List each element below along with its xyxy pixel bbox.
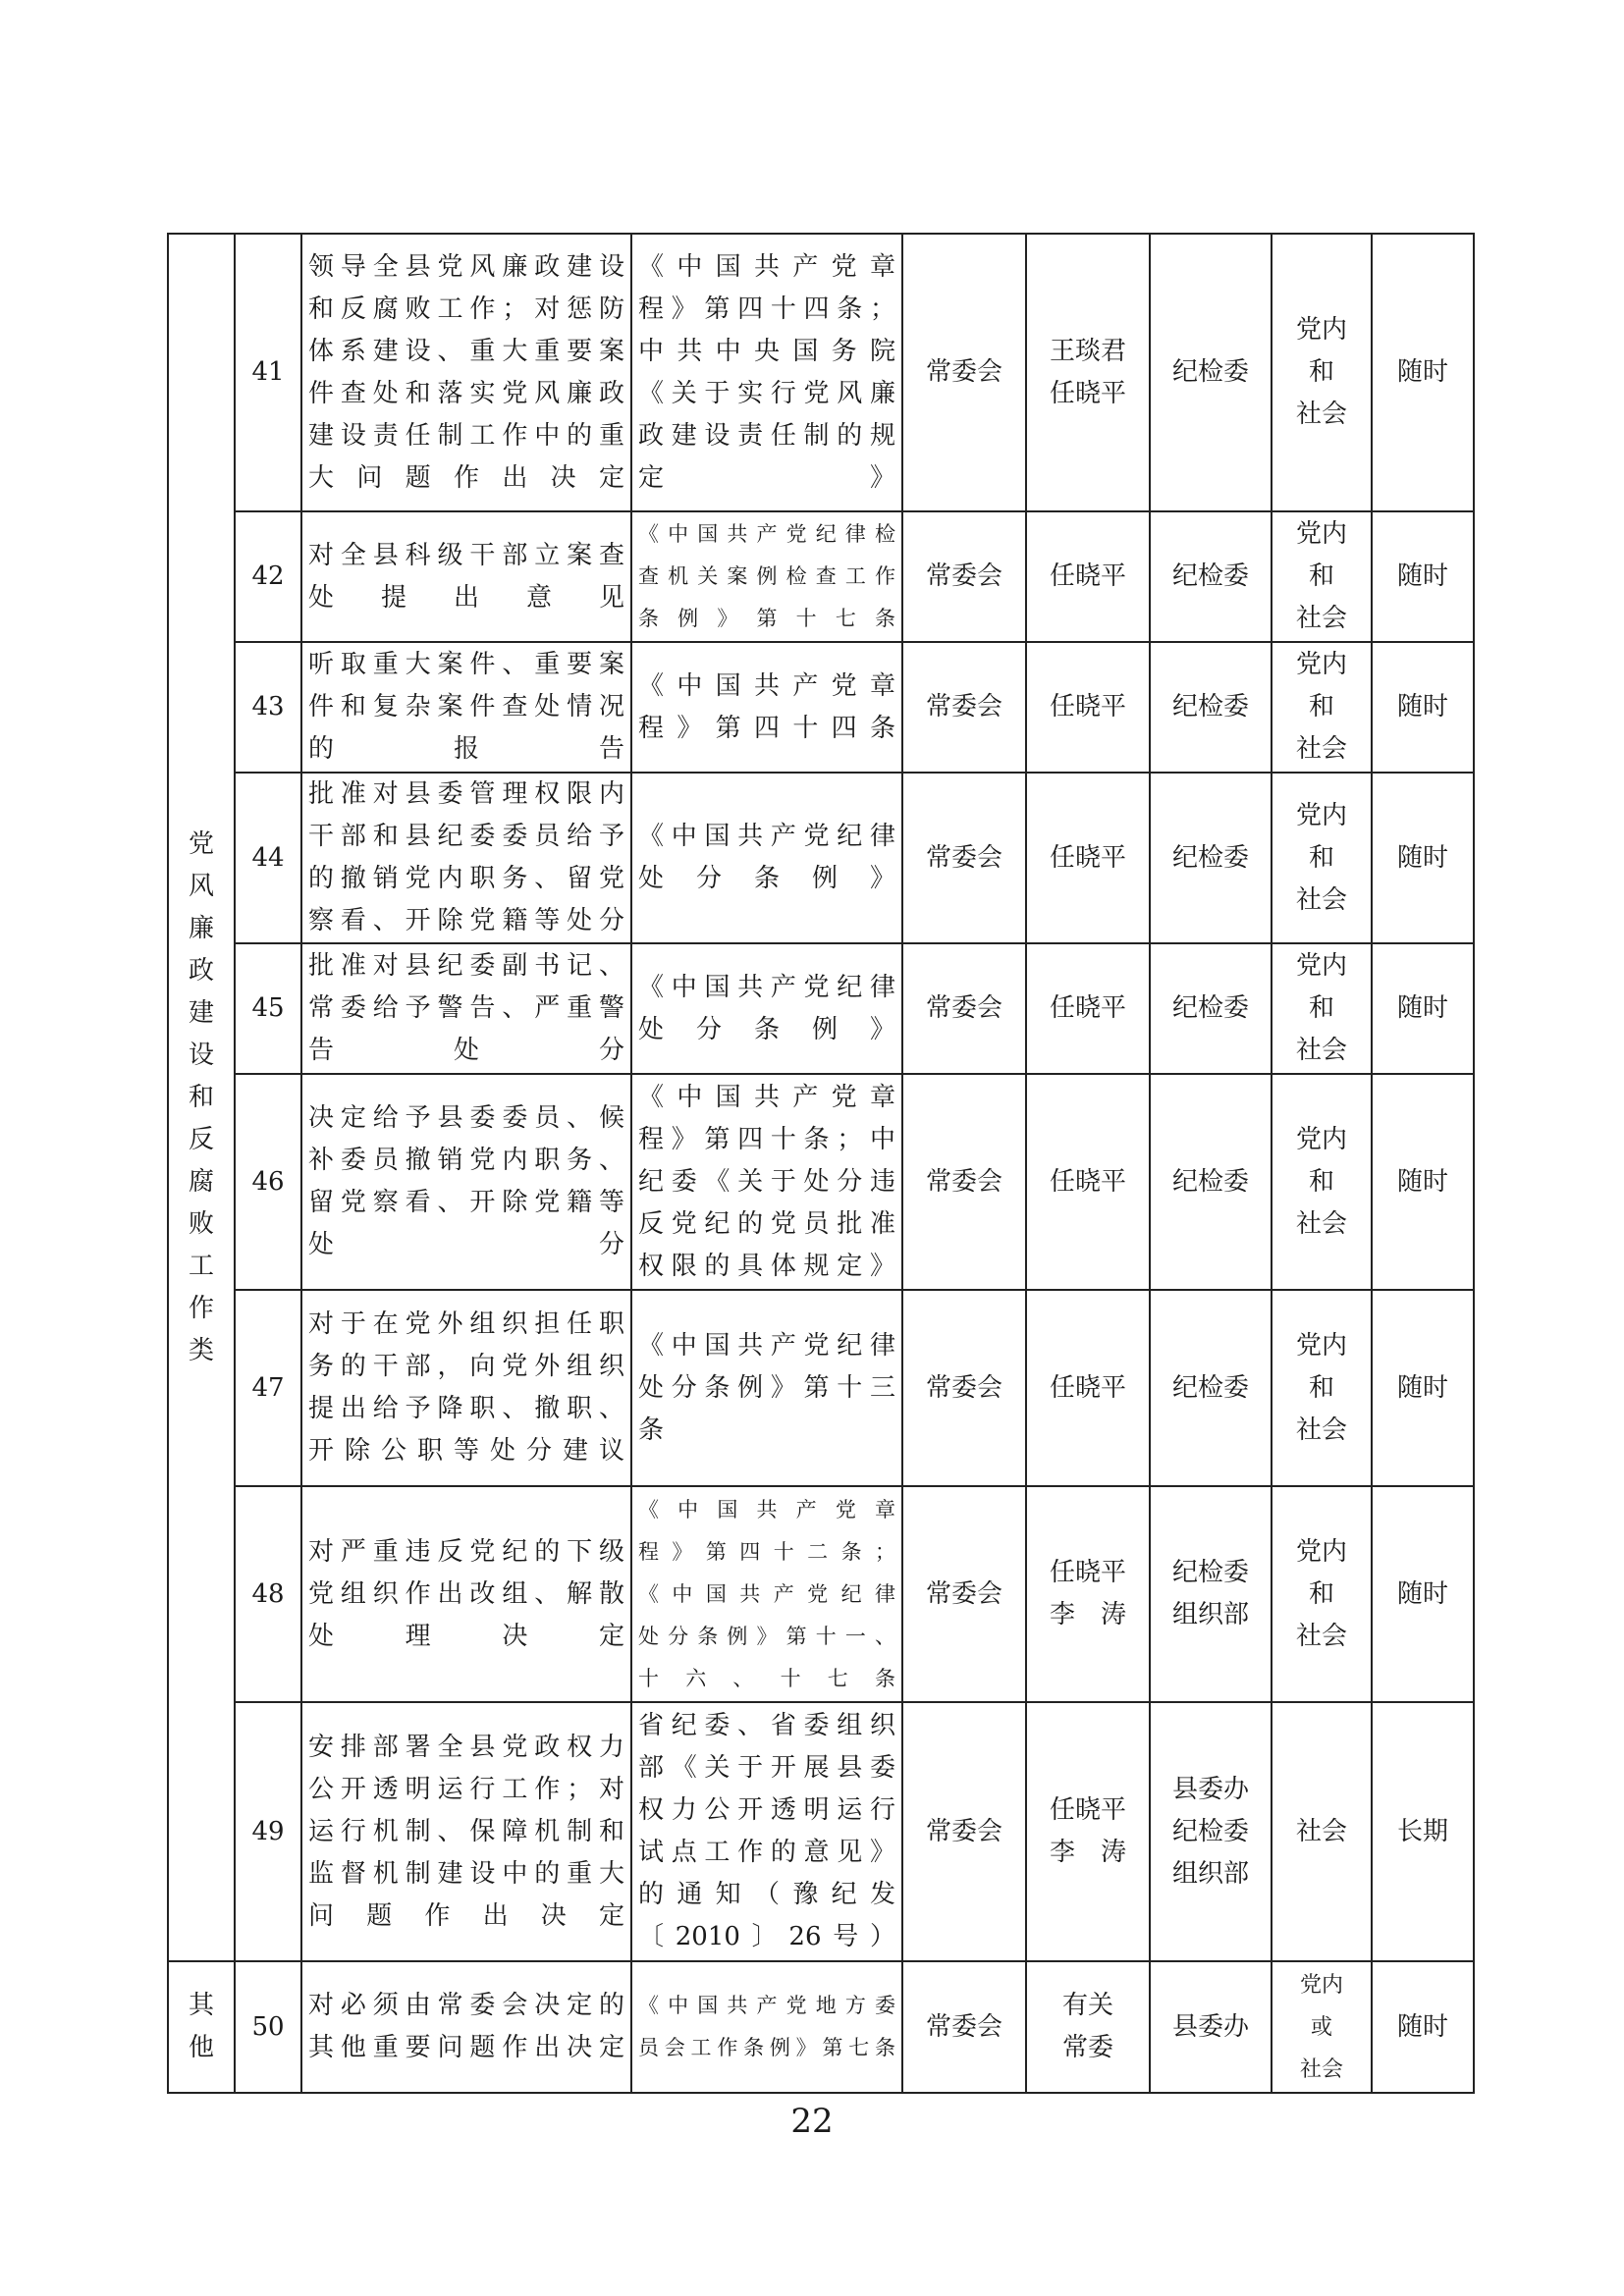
cell-line: 批准对县纪委副书记、 <box>308 951 624 981</box>
cell-line: 程》第四十四条； <box>638 294 895 324</box>
matter-cell <box>301 1074 631 1290</box>
decision-body-cell: 常委会 <box>902 511 1026 642</box>
cell-line: 公开透明运行工作；对 <box>308 1774 624 1804</box>
table-row <box>168 1961 1474 2093</box>
decision-body-cell: 常委会 <box>902 234 1026 511</box>
cell-line: 社会 <box>1295 1621 1347 1651</box>
cell-line: 和 <box>1308 561 1334 591</box>
cell-line: 和反腐败工作；对惩防 <box>308 294 624 324</box>
cell-line: 权限的具体规定》 <box>638 1251 895 1281</box>
matter-cell <box>301 1961 631 2093</box>
cell-line: 纪检委 <box>1171 1166 1249 1197</box>
cell-line: 和 <box>1308 993 1334 1023</box>
cell-line: 任晓平 <box>1049 561 1126 591</box>
cell-line: 务的干部，向党外组织 <box>308 1352 624 1381</box>
table-row <box>168 1290 1474 1486</box>
row-number: 44 <box>235 773 301 943</box>
cell-line: 《中国共产党章 <box>638 1082 895 1112</box>
basis-cell <box>631 642 902 773</box>
department-cell <box>1150 1961 1272 2093</box>
leader-cell <box>1026 1702 1150 1961</box>
disclosure-scope-cell <box>1272 511 1372 642</box>
cell-line: 体系建设、重大重要案 <box>308 336 624 366</box>
basis-cell <box>631 1290 902 1486</box>
cell-line: 党内 <box>1295 800 1347 830</box>
matter-cell <box>301 1290 631 1486</box>
row-number: 49 <box>235 1702 301 1961</box>
decision-body-cell: 常委会 <box>902 1702 1026 1961</box>
basis-cell <box>631 943 902 1074</box>
cell-line: 处分条例》 <box>638 1014 895 1044</box>
cell-line: 和 <box>1308 1578 1334 1609</box>
cell-line: 开除公职等处分建议 <box>308 1436 624 1466</box>
cell-line: 对于在党外组织担任职 <box>308 1309 624 1339</box>
disclosure-scope-cell <box>1272 1961 1372 2093</box>
cell-line: 对全县科级干部立案查 <box>308 540 624 570</box>
table-row <box>168 511 1474 642</box>
cell-line: 程》第四十四条 <box>638 713 895 743</box>
row-number: 48 <box>235 1486 301 1702</box>
cell-line: 党内 <box>1295 951 1347 981</box>
cell-line: 社会 <box>1299 2056 1343 2082</box>
cell-line: 县委办 <box>1171 1774 1249 1804</box>
cell-line: 听取重大案件、重要案 <box>308 650 624 679</box>
disclosure-scope-cell <box>1272 943 1372 1074</box>
cell-line: 批准对县委管理权限内 <box>308 779 624 809</box>
matter-cell <box>301 511 631 642</box>
matter-cell <box>301 642 631 773</box>
cell-line: 的撤销党内职务、留党 <box>308 864 624 893</box>
cell-line: 纪检委 <box>1171 692 1249 721</box>
cell-line: 处理决定 <box>308 1621 624 1651</box>
cell-line: 《关于实行党风廉 <box>638 378 895 408</box>
leader-cell <box>1026 1961 1150 2093</box>
cell-line: 《中国共产党章 <box>638 1497 895 1522</box>
disclosure-scope-cell <box>1272 1486 1372 1702</box>
cell-line: 处分条例》第十一、 <box>638 1624 895 1648</box>
decision-body-cell: 常委会 <box>902 642 1026 773</box>
basis-cell <box>631 234 902 511</box>
cell-line: 察看、开除党籍等处分 <box>308 906 624 935</box>
cell-line: 任晓平 <box>1049 842 1126 873</box>
table-row <box>168 1486 1474 1702</box>
cell-line: 常委给予警告、严重警 <box>308 993 624 1023</box>
department-cell <box>1150 773 1272 943</box>
cell-line: 党内 <box>1295 1536 1347 1567</box>
cell-line: 《中国共产党章 <box>638 251 895 282</box>
leader-cell <box>1026 642 1150 773</box>
cell-line: 试点工作的意见》 <box>638 1838 895 1867</box>
cell-line: 和 <box>1308 842 1334 873</box>
cell-line: 王琰君 <box>1049 336 1126 366</box>
cell-line: 或 <box>1310 2014 1332 2040</box>
decision-body-cell: 常委会 <box>902 1961 1026 2093</box>
basis-cell <box>631 1074 902 1290</box>
disclosure-time-cell: 长期 <box>1372 1702 1474 1961</box>
cell-line: 提出给予降职、撤职、 <box>308 1394 624 1423</box>
cell-line: 任晓平 <box>1049 993 1126 1023</box>
cell-line: 县委办 <box>1171 2011 1249 2042</box>
cell-line: 条 <box>638 1415 665 1445</box>
decision-body-cell: 常委会 <box>902 1290 1026 1486</box>
row-number: 47 <box>235 1290 301 1486</box>
page-number: 22 <box>790 2102 834 2141</box>
cell-line: 政建设责任制的规 <box>638 420 895 451</box>
cell-line: 党内 <box>1299 1972 1343 1998</box>
cell-line: 和 <box>1308 1166 1334 1197</box>
cell-line: 社会 <box>1295 884 1347 915</box>
department-cell <box>1150 1074 1272 1290</box>
cell-line: 社会 <box>1295 734 1347 764</box>
cell-line: 补委员撤销党内职务、 <box>308 1146 624 1175</box>
leader-cell <box>1026 1074 1150 1290</box>
cell-line: 和 <box>1308 357 1334 387</box>
cell-line: 的通知（豫纪发 <box>638 1880 895 1909</box>
cell-line: 《中国共产党章 <box>638 670 895 701</box>
cell-line: 程》第四十二条； <box>638 1539 895 1564</box>
cell-line: 《中国共产党纪律 <box>638 972 895 1002</box>
power-list-table <box>167 233 1475 2094</box>
cell-line: 社会 <box>1295 1816 1347 1846</box>
cell-line: 十六、十七条 <box>638 1666 895 1690</box>
disclosure-time-cell: 随时 <box>1372 1290 1474 1486</box>
disclosure-time-cell: 随时 <box>1372 1074 1474 1290</box>
cell-line: 组织部 <box>1171 1600 1249 1629</box>
matter-cell <box>301 1486 631 1702</box>
cell-line: 《中国共产党地方委 <box>638 1994 895 2017</box>
disclosure-time-cell: 随时 <box>1372 943 1474 1074</box>
cell-line: 大问题作出决定 <box>308 462 624 493</box>
basis-cell <box>631 1961 902 2093</box>
cell-line: 纪检委 <box>1171 993 1249 1023</box>
cell-line: 的报告 <box>308 734 624 764</box>
cell-line: 任晓平 <box>1049 1372 1126 1403</box>
cell-line: 建设责任制工作中的重 <box>308 420 624 451</box>
cell-line: 〔2010〕26号） <box>638 1922 895 1951</box>
cell-line: 社会 <box>1295 1036 1347 1065</box>
disclosure-scope-cell <box>1272 773 1372 943</box>
disclosure-scope-cell <box>1272 234 1372 511</box>
cell-line: 处提出意见 <box>308 582 624 613</box>
cell-line: 程》第四十条；中 <box>638 1124 895 1154</box>
cell-line: 任晓平 <box>1049 1558 1126 1587</box>
disclosure-time-cell: 随时 <box>1372 1961 1474 2093</box>
cell-line: 党内 <box>1295 519 1347 549</box>
disclosure-time-cell: 随时 <box>1372 642 1474 773</box>
cell-line: 纪检委 <box>1171 842 1249 873</box>
cell-line: 李 涛 <box>1049 1600 1126 1629</box>
cell-line: 《中国共产党纪律 <box>638 822 895 851</box>
cell-line: 纪检委 <box>1171 357 1249 387</box>
cell-line: 处分条例》第十三 <box>638 1372 895 1403</box>
cell-line: 省纪委、省委组织 <box>638 1711 895 1740</box>
category-label: 党风廉政建设和反腐败工作类 <box>188 828 214 1365</box>
disclosure-time-cell: 随时 <box>1372 511 1474 642</box>
leader-cell <box>1026 943 1150 1074</box>
disclosure-scope-cell <box>1272 1702 1372 1961</box>
cell-line: 纪检委 <box>1171 1558 1249 1587</box>
cell-line: 定》 <box>638 462 895 493</box>
cell-line: 运行机制、保障机制和 <box>308 1816 624 1846</box>
basis-cell <box>631 1486 902 1702</box>
table-row <box>168 943 1474 1074</box>
cell-line: 任晓平 <box>1049 378 1126 408</box>
cell-line: 和 <box>1308 1372 1334 1403</box>
cell-line: 纪检委 <box>1171 561 1249 591</box>
row-number: 50 <box>235 1961 301 2093</box>
leader-cell <box>1026 1290 1150 1486</box>
cell-line: 员会工作条例》第七条 <box>638 2036 895 2059</box>
cell-line: 权力公开透明运行 <box>638 1795 895 1825</box>
cell-line: 对严重违反党纪的下级 <box>308 1536 624 1567</box>
cell-line: 部《关于开展县委 <box>638 1753 895 1783</box>
table-row <box>168 642 1474 773</box>
decision-body-cell: 常委会 <box>902 943 1026 1074</box>
category-label: 其他 <box>188 1991 214 2062</box>
decision-body-cell: 常委会 <box>902 773 1026 943</box>
disclosure-scope-cell <box>1272 1290 1372 1486</box>
leader-cell <box>1026 773 1150 943</box>
cell-line: 《中国共产党纪律 <box>638 1330 895 1361</box>
category-cell <box>168 1961 235 2093</box>
matter-cell <box>301 1702 631 1961</box>
cell-line: 其他重要问题作出决定 <box>308 2033 624 2062</box>
cell-line: 问题作出决定 <box>308 1900 624 1931</box>
cell-line: 中共中央国务院 <box>638 336 895 366</box>
row-number: 46 <box>235 1074 301 1290</box>
cell-line: 反党纪的党员批准 <box>638 1208 895 1239</box>
department-cell <box>1150 1702 1272 1961</box>
cell-line: 查机关案例检查工作 <box>638 564 895 588</box>
table-row <box>168 1074 1474 1290</box>
cell-line: 纪委《关于处分违 <box>638 1166 895 1197</box>
cell-line: 党内 <box>1295 315 1347 345</box>
cell-line: 监督机制建设中的重大 <box>308 1858 624 1889</box>
cell-line: 件查处和落实党风廉政 <box>308 378 624 408</box>
cell-line: 告处分 <box>308 1036 624 1065</box>
leader-cell <box>1026 1486 1150 1702</box>
cell-line: 条例》第十七条 <box>638 607 895 630</box>
decision-body-cell: 常委会 <box>902 1486 1026 1702</box>
basis-cell <box>631 1702 902 1961</box>
cell-line: 《中国共产党纪律 <box>638 1581 895 1606</box>
cell-line: 社会 <box>1295 400 1347 429</box>
cell-line: 和 <box>1308 692 1334 721</box>
cell-line: 安排部署全县党政权力 <box>308 1732 624 1762</box>
cell-line: 对必须由常委会决定的 <box>308 1991 624 2020</box>
cell-line: 常委 <box>1061 2033 1113 2062</box>
cell-line: 纪检委 <box>1171 1372 1249 1403</box>
disclosure-time-cell: 随时 <box>1372 1486 1474 1702</box>
cell-line: 件和复杂案件查处情况 <box>308 692 624 721</box>
leader-cell <box>1026 511 1150 642</box>
cell-line: 《中国共产党纪律检 <box>638 522 895 546</box>
cell-line: 社会 <box>1295 1208 1347 1239</box>
cell-line: 组织部 <box>1171 1858 1249 1889</box>
cell-line: 有关 <box>1061 1991 1113 2020</box>
cell-line: 纪检委 <box>1171 1816 1249 1846</box>
department-cell <box>1150 943 1272 1074</box>
table-row <box>168 773 1474 943</box>
matter-cell <box>301 234 631 511</box>
table-row <box>168 234 1474 511</box>
cell-line: 干部和县纪委委员给予 <box>308 822 624 851</box>
decision-body-cell: 常委会 <box>902 1074 1026 1290</box>
cell-line: 处分 <box>308 1230 624 1259</box>
leader-cell <box>1026 234 1150 511</box>
cell-line: 留党察看、开除党籍等 <box>308 1188 624 1217</box>
cell-line: 社会 <box>1295 1415 1347 1445</box>
cell-line: 李 涛 <box>1049 1838 1126 1867</box>
department-cell <box>1150 234 1272 511</box>
cell-line: 党内 <box>1295 1124 1347 1154</box>
category-cell <box>168 234 235 1961</box>
disclosure-scope-cell <box>1272 642 1372 773</box>
cell-line: 社会 <box>1295 604 1347 633</box>
row-number: 45 <box>235 943 301 1074</box>
disclosure-scope-cell <box>1272 1074 1372 1290</box>
cell-line: 处分条例》 <box>638 864 895 893</box>
cell-line: 任晓平 <box>1049 1795 1126 1825</box>
department-cell <box>1150 1486 1272 1702</box>
cell-line: 党内 <box>1295 1330 1347 1361</box>
matter-cell <box>301 773 631 943</box>
disclosure-time-cell: 随时 <box>1372 773 1474 943</box>
cell-line: 决定给予县委委员、候 <box>308 1103 624 1133</box>
department-cell <box>1150 642 1272 773</box>
cell-line: 党内 <box>1295 650 1347 679</box>
cell-line: 任晓平 <box>1049 1166 1126 1197</box>
basis-cell <box>631 511 902 642</box>
row-number: 43 <box>235 642 301 773</box>
department-cell <box>1150 1290 1272 1486</box>
row-number: 41 <box>235 234 301 511</box>
table-body <box>168 234 1474 2093</box>
disclosure-time-cell: 随时 <box>1372 234 1474 511</box>
matter-cell <box>301 943 631 1074</box>
cell-line: 领导全县党风廉政建设 <box>308 251 624 282</box>
cell-line: 任晓平 <box>1049 692 1126 721</box>
basis-cell <box>631 773 902 943</box>
row-number: 42 <box>235 511 301 642</box>
department-cell <box>1150 511 1272 642</box>
table-row <box>168 1702 1474 1961</box>
cell-line: 党组织作出改组、解散 <box>308 1578 624 1609</box>
